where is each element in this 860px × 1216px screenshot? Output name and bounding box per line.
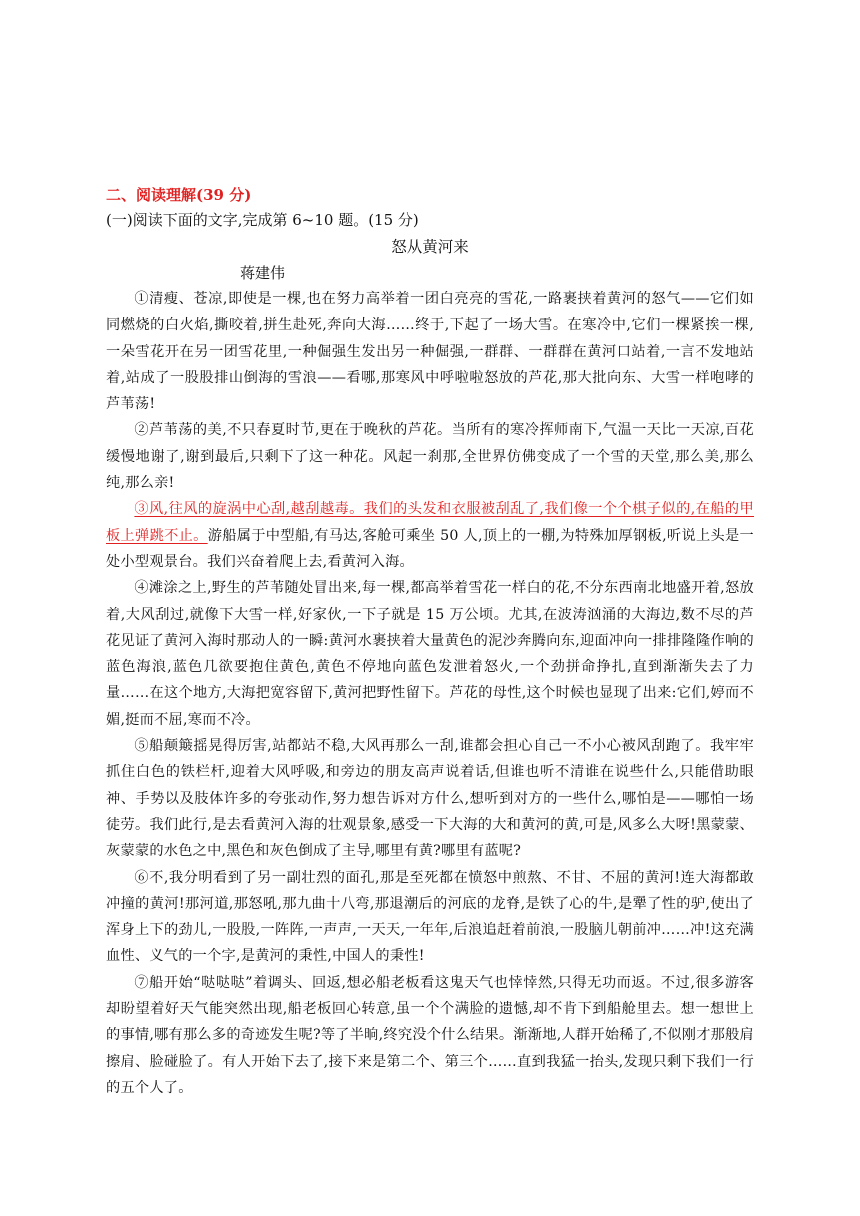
paragraph-text: ⑦船开始“哒哒哒”着调头、回返,想必船老板看这鬼天气也悻悻然,只得无功而返。不过,很多游客却盼望着好天气能突然出现,船老板回心转意,虽一个个满脸的遗憾,却不肯下到船舱里去。想一想世上的事情,哪有那么多的奇迹发生呢?等了半晌,终究没个什么结果。渐渐地,人群开始稀了,不似刚才那般肩擦肩、脸碰脸了。有人开始下去了,接下来是第二个、第三个……直到我猛一抬头,发现只剩下我们一行的五个人了。 [106, 974, 754, 1096]
paragraph-3 [106, 496, 754, 575]
paragraph-text: ⑤船颠簸摇晃得厉害,站都站不稳,大风再那么一刮,谁都会担心自己一不小心被风刮跑了。我牢牢抓住白色的铁栏杆,迎着大风呼吸,和旁边的朋友高声说着话,但谁也听不清谁在说些什么,只能借助眼神、手势以及肢体许多的夸张动作,努力想告诉对方什么,想听到对方的一些什么,哪怕是——哪怕一场徒劳。我们此行,是去看黄河入海的壮观景象,感受一下大海的大和黄河的黄,可是,风多么大呀!黑蒙蒙、灰蒙蒙的水色之中,黑色和灰色倒成了主导,哪里有黄?哪里有蓝呢? [106, 738, 754, 860]
paragraph-text: ⑥不,我分明看到了另一副壮烈的面孔,那是至死都在愤怒中煎熬、不甘、不屈的黄河!连大海都敢冲撞的黄河!那河道,那怒吼,那九曲十八弯,那退潮后的河底的龙脊,是铁了心的牛,是犟了性的驴,使出了浑身上下的劲儿,一股股,一阵阵,一声声,一天天,一年年,后浪追赶着前浪,一股脑儿朝前冲……冲!这充满血性、义气的一个字,是黄河的秉性,中国人的秉性! [106, 869, 754, 965]
question-instruction: (一)阅读下面的文字,完成第 6~10 题。(15 分) [106, 211, 419, 229]
paragraph-2 [106, 417, 754, 496]
paragraph-6 [106, 865, 754, 970]
article-body [106, 286, 754, 1101]
paragraph-5 [106, 733, 754, 864]
paragraph-text: ④滩涂之上,野生的芦苇随处冒出来,每一棵,都高举着雪花一样白的花,不分东西南北地盛开着,怒放着,大风刮过,就像下大雪一样,好家伙,一下子就是 15 万公顷。尤其,在波涛汹涌的大海边,数不尽的芦花见证了黄河入海时那动人的一瞬:黄河水裹挟着大量黄色的泥沙奔腾向东,迎面冲向一排排隆隆作响的蓝色海浪,蓝色几欲要抱住黄色,黄色不停地向蓝色发泄着怒火,一个劲拼命挣扎,直到渐渐失去了力量……在这个地方,大海把宽容留下,黄河把野性留下。芦花的母性,这个时候也显现了出来:它们,婷而不媚,挺而不屈,寒而不冷。 [106, 580, 754, 728]
paragraph-text: 游船属于中型船,有马达,客舱可乘坐 50 人,顶上的一棚,为特殊加厚钢板,听说上头是一处小型观景台。我们兴奋着爬上去,看黄河入海。 [106, 527, 754, 570]
article-title: 怒从黄河来 [391, 238, 469, 256]
highlighted-sentence: ③风,往风的旋涡中心刮,越刮越毒。我们的头发和衣服被刮乱了,我们像一个个棋子似的,在船的甲板上弹跳不止。 [106, 501, 754, 544]
paragraph-1 [106, 286, 754, 417]
paragraph-7 [106, 970, 754, 1101]
article-author: 蒋建伟 [240, 264, 286, 282]
paragraph-text: ②芦苇荡的美,不只春夏时节,更在于晚秋的芦花。当所有的寒冷挥师南下,气温一天比一天凉,百花缓慢地谢了,谢到最后,只剩下了这一种花。风起一刹那,全世界仿佛变成了一个雪的天堂,那么美,那么纯,那么亲! [106, 422, 754, 492]
section-heading: 二、阅读理解(39 分) [106, 186, 252, 204]
paragraph-4 [106, 575, 754, 733]
paragraph-text: ①清瘦、苍凉,即使是一棵,也在努力高举着一团白亮亮的雪花,一路裹挟着黄河的怒气——它们如同燃烧的白火焰,撕咬着,拼生赴死,奔向大海……终于,下起了一场大雪。在寒冷中,它们一棵紧挨一棵,一朵雪花开在另一团雪花里,一种倔强生发出另一种倔强,一群群、一群群在黄河口站着,一言不发地站着,站成了一股股排山倒海的雪浪——看哪,那寒风中呼啦啦怒放的芦花,那大批向东、大雪一样咆哮的芦苇荡! [106, 291, 754, 413]
